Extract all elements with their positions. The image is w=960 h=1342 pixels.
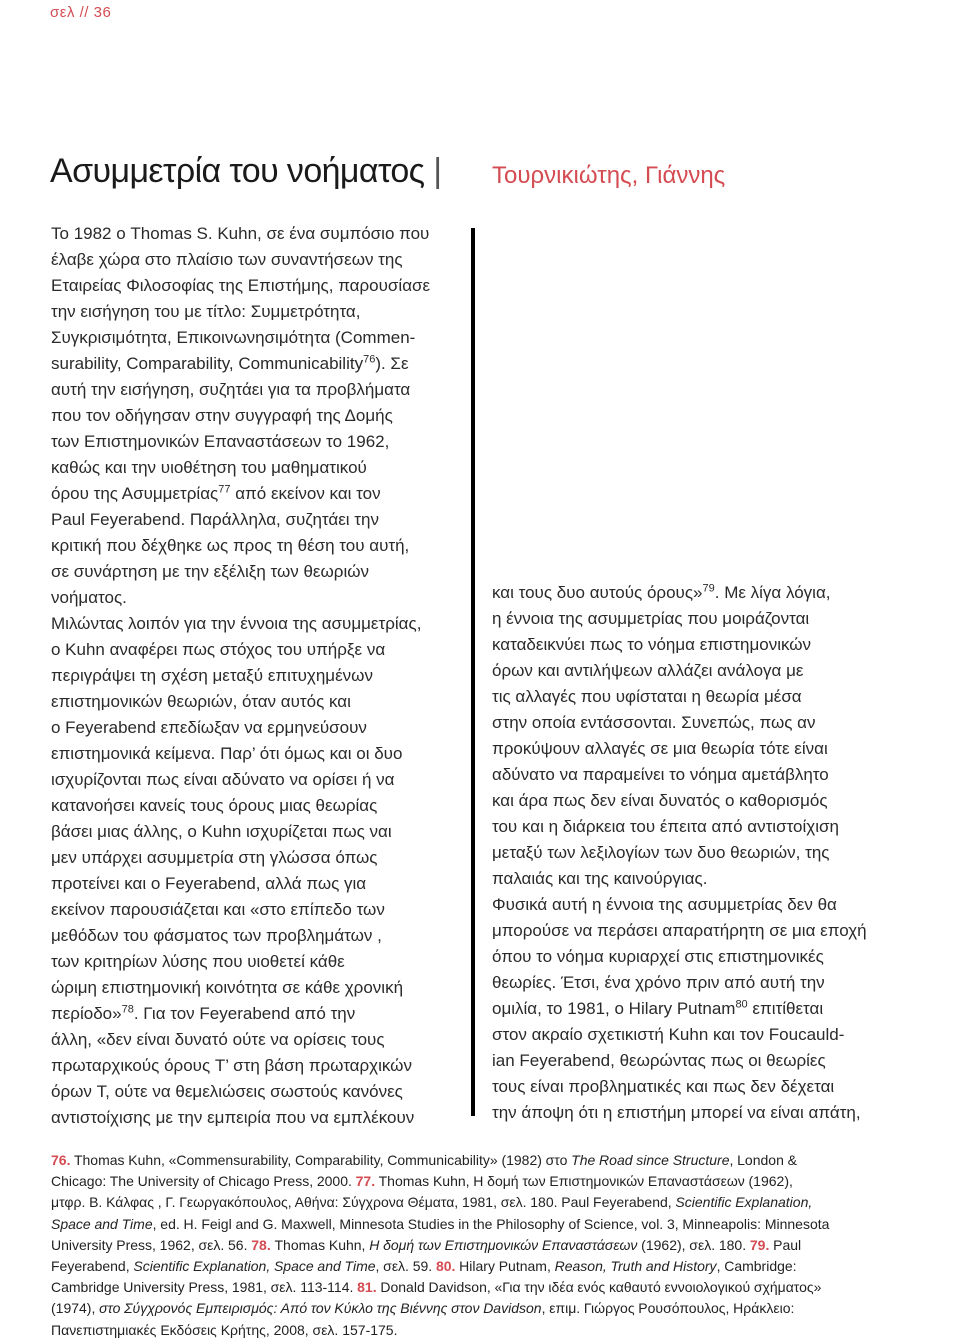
text-run: όπου το νόημα κυριαρχεί στις επιστημονικές [492,947,824,966]
text-run: όρου της Ασυμμετρίας [51,484,219,503]
text-run: επιστημονικών θεωριών, όταν αυτός και [51,692,351,711]
text-run: όρων T, ούτε να θεμελιώσεις σωστούς κανόνες [51,1082,403,1101]
text-run: επιστημονικά κείμενα. Παρ’ ότι όμως και οι δυο [51,744,403,763]
text-run: και άρα πως δεν είναι δυνατός ο καθορισμός [492,791,828,810]
footnote-line [51,1298,891,1319]
footnote-text: (1962), σελ. 180. [637,1236,750,1253]
text-line [492,684,884,710]
text-line [492,840,884,866]
text-line [492,1022,884,1048]
text-line [492,918,884,944]
text-run: πρωταρχικούς όρους T’ στη βάση πρωταρχικών [51,1056,412,1075]
text-run: καθώς και την υιοθέτηση του μαθηματικού [51,458,367,477]
text-run: αντιστοίχισης με την εμπειρία που να εμπλέκουν [51,1108,415,1127]
text-run: μεταξύ των λεξιλογίων των δυο θεωριών, της [492,843,830,862]
text-run: Φυσικά αυτή η έννοια της ασυμμετρίας δεν θα [492,895,837,914]
footnote-text: , London & [729,1152,797,1168]
footnote-line [51,1256,891,1277]
text-run: του και η διάρκεια του έπειτα από αντιστοίχιση [492,817,839,836]
footnote-line [51,1320,891,1341]
text-run: τους είναι προβληματικές και πως δεν δέχεται [492,1077,835,1096]
text-line [492,658,884,684]
text-run: ομιλία, το 1981, ο Hilary Putnam [492,999,736,1018]
text-run: που τον οδήγησαν στην συγγραφή της Δομής [51,406,393,425]
footnote-number: 77. [355,1173,376,1190]
text-run: περίοδο» [51,1004,122,1023]
footnote-text: Cambridge University Press, 1981, σελ. 113-114. [51,1279,358,1296]
footnote-number: 79. [749,1236,770,1253]
text-run: μεθόδων του φάσματος των προβλημάτων , [51,926,382,945]
text-line [51,689,439,715]
text-run: των Επιστημονικών Επαναστάσεων το 1962, [51,432,390,451]
text-line [51,611,439,637]
footnote-text: , Cambridge: [716,1257,797,1274]
article-title [50,152,442,191]
text-run: τις αλλαγές που υφίσταται η θεωρία μέσα [492,687,802,706]
text-line [492,606,884,632]
text-line [51,663,439,689]
text-line [51,715,439,741]
text-run: αδύνατο να παραμείνει το νόημα αμετάβλητο [492,765,829,784]
text-line [51,299,439,325]
text-line [51,819,439,845]
footnote-text: μτφρ. Β. Κάλφας , Γ. Γεωργακόπουλος, Αθήνα: Σύγχρονα Θέματα, 1981, σελ. 180. Paul Feyerabend, [51,1194,676,1211]
footnote-title: The Road since Structure [571,1152,730,1168]
footnote-text: Thomas Kuhn, «Commensurability, Comparability, Communicability» (1982) στο [70,1152,572,1168]
text-run: άλλη, «δεν είναι δυνατό ούτε να ορίσεις τους [51,1030,385,1049]
footnote-text: University Press, 1962, σελ. 56. [51,1236,252,1253]
text-line [492,996,884,1022]
text-run: Συγκρισιμότητα, Επικοινωνησιμότητα (Commen- [51,328,416,347]
footnote-text: Πανεπιστημιακές Εκδόσεις Κρήτης, 2008, σελ. 157-175. [51,1321,398,1338]
text-run: των κριτηρίων λύσης που υιοθετεί κάθε [51,952,345,971]
footnote-text: Chicago: The University of Chicago Press, 2000. [51,1173,356,1190]
left-text-column [51,221,439,1131]
text-line [492,788,884,814]
footnote-text: Hilary Putnam, [455,1257,555,1274]
text-line [492,1048,884,1074]
text-line [51,585,439,611]
text-line [492,710,884,736]
text-run: . Για τον Feyerabend από την [133,1004,356,1023]
text-line [51,1001,439,1027]
footnote-text: , σελ. 59. [375,1257,436,1274]
text-line [51,1053,439,1079]
text-line [51,455,439,481]
footnote-text: Feyerabend, [51,1257,134,1274]
text-run: προτείνει και ο Feyerabend, αλλά πως για [51,874,367,893]
text-line [51,559,439,585]
footnote-line [51,1171,891,1192]
footnote-text: (1974), [51,1300,100,1317]
text-line [51,871,439,897]
text-line [51,1079,439,1105]
text-run: επιτίθεται [747,999,824,1018]
article-title-text: Ασυμμετρία του νοήματος [50,152,425,190]
footnote-text: , επιμ. Γιώργος Ρουσόπουλος, Ηράκλειο: [541,1300,795,1317]
footnote-ref: 78 [121,1003,134,1016]
text-line [51,897,439,923]
text-run: κατανοήσει κανείς τους όρους μιας θεωρίας [51,796,378,815]
text-run: μεν υπάρχει ασυμμετρία στη γλώσσα όπως [51,848,378,867]
text-run: η έννοια της ασυμμετρίας που μοιράζονται [492,609,810,628]
text-line [492,866,884,892]
text-line [492,892,884,918]
text-line [51,637,439,663]
text-line [51,1105,439,1131]
footnote-text: Paul [769,1236,802,1253]
text-line [492,580,884,606]
footnote-line [51,1277,891,1298]
footnote-text: Thomas Kuhn, Η δομή των Επιστημονικών Επαναστάσεων (1962), [375,1173,793,1190]
text-line [492,1100,884,1126]
right-text-column [492,580,884,1126]
footnote-title: Scientific Explanation, [675,1194,813,1211]
footnote-ref: 77 [218,483,231,496]
text-run: Το 1982 ο Thomas S. Kuhn, σε ένα συμπόσιο που [51,224,430,243]
text-line [51,351,439,377]
text-line [492,632,884,658]
footnote-line [51,1214,891,1235]
text-run: αυτή την εισήγηση, συζητάει για τα προβλήματα [51,380,411,399]
text-line [51,377,439,403]
footnote-number: 76. [51,1152,71,1168]
footnote-text: Donald Davidson, «Για την ιδέα ενός καθαυτό εννοιολογικού σχήματος» [376,1279,822,1296]
text-run: ). Σε [375,354,409,373]
footnote-ref: 76 [363,353,376,366]
text-line [492,1074,884,1100]
text-line [51,247,439,273]
text-line [51,767,439,793]
text-run: εκείνον παρουσιάζεται και «στο επίπεδο των [51,900,385,919]
text-line [51,481,439,507]
text-line [492,944,884,970]
text-run: σε συνάρτηση με την εξέλιξη των θεωριών [51,562,370,581]
text-run: παλαιάς και της καινούργιας. [492,869,708,888]
text-run: περιγράψει τη σχέση μεταξύ επιτυχημένων [51,666,373,685]
title-separator-bar: | [433,152,442,190]
text-run: την εισήγηση του με τίτλο: Συμμετρότητα, [51,302,361,321]
text-line [51,221,439,247]
footnote-number: 81. [357,1279,377,1296]
text-line [51,533,439,559]
text-run: θεωρίες. Έτσι, ένα χρόνο πριν από αυτή την [492,973,825,992]
text-line [51,1027,439,1053]
text-line [51,949,439,975]
text-line [51,975,439,1001]
text-line [51,507,439,533]
text-run: προκύψουν αλλαγές σε μια θεωρία τότε είναι [492,739,828,758]
footnote-line [51,1235,891,1256]
text-run: . Με λίγα λόγια, [714,583,831,602]
text-line [51,273,439,299]
text-run: Μιλώντας λοιπόν για την έννοια της ασυμμετρίας, [51,614,422,633]
footnote-text: Thomas Kuhn, [270,1236,370,1253]
footnote-title: Space and Time [51,1215,153,1232]
footnote-line [51,1192,891,1213]
text-run: την άποψη ότι η επιστήμη μπορεί να είναι απάτη, [492,1103,861,1122]
footnotes-section [51,1150,891,1341]
text-line [51,845,439,871]
author-name: Τουρνικιώτης, Γιάννης [492,162,726,189]
text-run: στην οποία εντάσσονται. Συνεπώς, πως αν [492,713,816,732]
text-line [51,923,439,949]
footnote-number: 80. [435,1257,456,1274]
footnote-line [51,1150,891,1171]
text-line [51,429,439,455]
text-line [51,403,439,429]
text-run: νοήματος. [51,588,127,607]
text-run: ο Feyerabend επεδίωξαν να ερμηνεύσουν [51,718,367,737]
text-line [51,793,439,819]
footnote-title: Reason, Truth and History [554,1257,717,1274]
text-run: Εταιρείας Φιλοσοφίας της Επιστήμης, παρουσίασε [51,276,431,295]
text-run: καταδεικνύει πως το νόημα επιστημονικών [492,635,812,654]
column-divider [471,228,475,1116]
text-line [492,736,884,762]
text-run: ο Kuhn αναφέρει πως στόχος του υπήρξε να [51,640,386,659]
text-run: surability, Comparability, Communicability [51,354,364,373]
text-line [51,325,439,351]
text-run: Paul Feyerabend. Παράλληλα, συζητάει την [51,510,379,529]
text-run: όρων και αντιλήψεων αλλάζει ανάλογα με [492,661,804,680]
text-line [492,970,884,996]
text-line [51,741,439,767]
text-line [492,814,884,840]
text-run: έλαβε χώρα στο πλαίσιο των συναντήσεων της [51,250,403,269]
footnote-title: Scientific Explanation, Space and Time [133,1257,376,1274]
text-run: από εκείνον και τον [230,484,381,503]
text-run: ian Feyerabend, θεωρώντας πως οι θεωρίες [492,1051,826,1070]
footnote-title: στο Σύγχρονός Εμπειρισμός: Από τον Κύκλο της Βιέννης στον Davidson [99,1300,542,1317]
text-run: ώριμη επιστημονική κοινότητα σε κάθε χρονική [51,978,404,997]
text-run: βάσει μιας άλλης, ο Kuhn ισχυρίζεται πως ναι [51,822,392,841]
text-run: ισχυρίζονται πως είναι αδύνατο να ορίσει ή να [51,770,395,789]
footnote-ref: 80 [735,998,748,1011]
footnote-number: 78. [251,1236,271,1253]
footnote-title: Η δομή των Επιστημονικών Επαναστάσεων [369,1236,638,1253]
text-run: στον ακραίο σχετικιστή Kuhn και τον Foucauld- [492,1025,845,1044]
text-run: κριτική που δέχθηκε ως προς τη θέση του αυτή, [51,536,410,555]
text-line [492,762,884,788]
text-run: μπορούσε να περάσει απαρατήρητη σε μια εποχή [492,921,867,940]
footnote-text: , ed. H. Feigl and G. Maxwell, Minnesota Studies in the Philosophy of Science, vol. 3, Minneapolis: Minnesota [152,1215,830,1232]
text-run: και τους δυο αυτούς όρους» [492,583,703,602]
footnote-ref: 79 [702,582,715,595]
page-number-label: σελ // 36 [50,4,112,21]
